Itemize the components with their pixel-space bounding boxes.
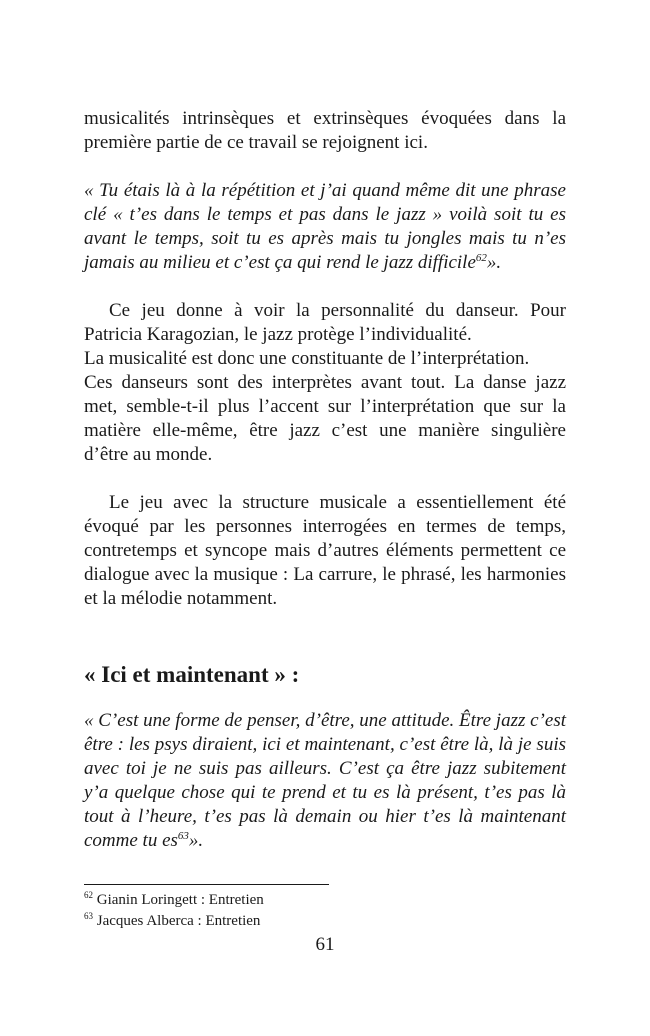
footnotes (84, 890, 566, 932)
paragraph-structure: Le jeu avec la structure musicale a essentiellement été évoqué par les personnes interrogées en termes de temps, contretemps et syncope mais d’autres éléments permettent ce dialogue avec la musique : La carrure, le phrasé, les harmonies et la mélodie notamment. (84, 492, 566, 609)
paragraph-personality: Ce jeu donne à voir la personnalité du danseur. Pour Patricia Karagozian, le jazz protège l’individualité. (84, 300, 566, 345)
quote-jacques (84, 709, 566, 853)
footnote-63 (84, 911, 566, 932)
footnote-number: 63 (84, 911, 93, 921)
footnote-text: Jacques Alberca : Entretien (96, 913, 261, 929)
quote-end: ». (188, 830, 204, 851)
footnote-62 (84, 890, 566, 911)
page-number: 61 (315, 934, 335, 955)
footnote-text: Gianin Loringett : Entretien (96, 892, 264, 908)
footnote-ref-62[interactable]: 62 (475, 252, 487, 264)
quote-text: « Tu étais là à la répétition et j’ai quand même dit une phrase clé « t’es dans le temps et pas dans le jazz » voilà soit tu es avant le temps, soit tu es après mais tu jongles mais tu n’es jamais au milieu et c’est ça qui rend le jazz difficile (84, 180, 566, 273)
paragraph-intro: musicalités intrinsèques et extrinsèques évoquées dans la première partie de ce travail se rejoignent ici. (84, 108, 566, 153)
spacer (84, 689, 566, 709)
quote-end: ». (486, 252, 502, 273)
footnote-ref-63[interactable]: 63 (177, 830, 189, 842)
paragraph-interpreters: Ces danseurs sont des interprètes avant tout. La danse jazz met, semble-t-il plus l’accent sur l’interprétation que sur la matière elle-même, être jazz c’est une manière singulière d’être au monde. (84, 372, 566, 465)
quote-gianin (84, 179, 566, 275)
paragraph-musicality: La musicalité est donc une constituante de l’interprétation. (84, 348, 530, 369)
spacer (84, 467, 566, 491)
footnote-number: 62 (84, 890, 93, 900)
spacer (84, 155, 566, 179)
spacer (84, 611, 566, 661)
spacer (84, 275, 566, 299)
quote-text: « C’est une forme de penser, d’être, une attitude. Être jazz c’est être : les psys diraient, ici et maintenant, c’est être là, là je suis avec toi je ne suis pas ailleurs. C’est ça être jazz subitement y’a quelque chose qui te prend et tu es là présent, t’es pas là tout à l’heure, t’es pas là demain ou hier t’es là maintenant comme tu es (84, 710, 566, 851)
section-heading: « Ici et maintenant » : (84, 662, 300, 687)
footnote-divider (84, 884, 329, 885)
page-body (84, 107, 566, 853)
